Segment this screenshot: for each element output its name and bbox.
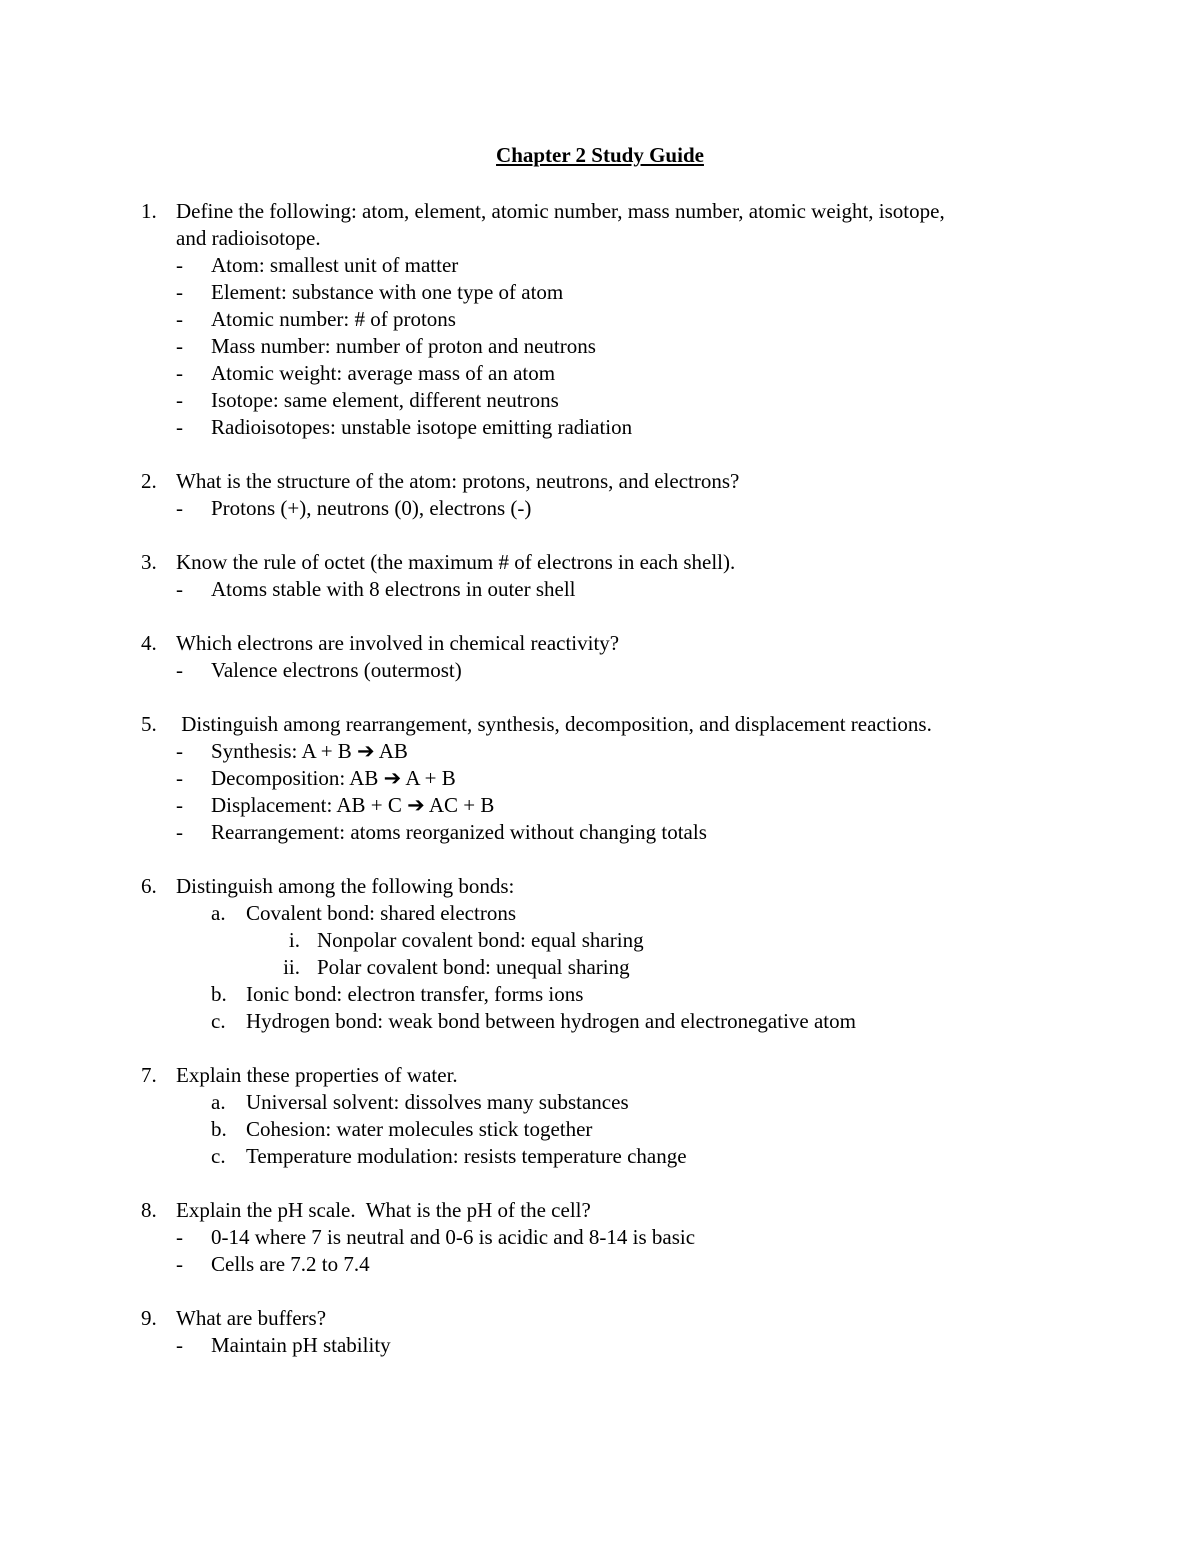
dash-icon: - [176, 496, 183, 520]
question-number: 3. [141, 550, 157, 574]
dash-icon: - [176, 334, 183, 358]
dash-icon: - [176, 388, 183, 412]
dash-icon: - [176, 739, 183, 763]
answer-item [0, 1089, 1200, 1116]
question-text: What is the structure of the atom: protons, neutrons, and electrons? [176, 469, 740, 493]
question-item [0, 198, 1200, 441]
answer-text: Synthesis: A + B ➔ AB [211, 739, 408, 763]
dash-icon: - [176, 253, 183, 277]
question-row-continued [0, 225, 1200, 252]
dash-icon: - [176, 658, 183, 682]
answer-text: Polar covalent bond: unequal sharing [317, 955, 630, 979]
question-number: 9. [141, 1306, 157, 1330]
dash-icon: - [176, 307, 183, 331]
answer-text: Ionic bond: electron transfer, forms ions [246, 982, 584, 1006]
answer-text: Atomic number: # of protons [211, 307, 456, 331]
answer-bullet [0, 1224, 1200, 1251]
answer-bullet [0, 765, 1200, 792]
question-row [0, 549, 1200, 576]
list-marker: b. [211, 982, 227, 1006]
answer-text: Universal solvent: dissolves many substances [246, 1090, 629, 1114]
answer-item [0, 1008, 1200, 1035]
question-text: Explain the pH scale. What is the pH of the cell? [176, 1198, 591, 1222]
answer-text: Cells are 7.2 to 7.4 [211, 1252, 370, 1276]
question-number: 5. [141, 712, 157, 736]
question-number: 2. [141, 469, 157, 493]
question-item [0, 1062, 1200, 1170]
list-marker: a. [211, 1090, 226, 1114]
answer-text: Displacement: AB + C ➔ AC + B [211, 793, 495, 817]
answer-text: Decomposition: AB ➔ A + B [211, 766, 456, 790]
question-row [0, 1197, 1200, 1224]
question-text: Distinguish among the following bonds: [176, 874, 515, 898]
answer-item [0, 1116, 1200, 1143]
answer-subitem [0, 927, 1200, 954]
answer-bullet [0, 1251, 1200, 1278]
dash-icon: - [176, 361, 183, 385]
question-text: What are buffers? [176, 1306, 327, 1330]
dash-icon: - [176, 415, 183, 439]
answer-item [0, 981, 1200, 1008]
dash-icon: - [176, 793, 183, 817]
question-text-continued: and radioisotope. [176, 226, 321, 250]
document-title: Chapter 2 Study Guide [496, 143, 704, 167]
answer-text: Atom: smallest unit of matter [211, 253, 459, 277]
question-item [0, 1197, 1200, 1278]
question-number: 6. [141, 874, 157, 898]
question-item [0, 549, 1200, 603]
question-text: Which electrons are involved in chemical reactivity? [176, 631, 620, 655]
dash-icon: - [176, 577, 183, 601]
question-number: 8. [141, 1198, 157, 1222]
question-number: 1. [141, 199, 157, 223]
question-row [0, 1062, 1200, 1089]
list-marker: a. [211, 901, 226, 925]
list-marker: i. [288, 928, 300, 952]
answer-bullet [0, 738, 1200, 765]
answer-bullet [0, 792, 1200, 819]
question-row [0, 1305, 1200, 1332]
answer-text: Temperature modulation: resists temperature change [246, 1144, 687, 1168]
question-number: 7. [141, 1063, 157, 1087]
question-item [0, 711, 1200, 846]
answer-bullet [0, 819, 1200, 846]
dash-icon: - [176, 1252, 183, 1276]
answer-text: Valence electrons (outermost) [211, 658, 462, 682]
question-text: Explain these properties of water. [176, 1063, 458, 1087]
answer-bullet [0, 1332, 1200, 1359]
list-marker: c. [211, 1009, 226, 1033]
dash-icon: - [176, 1333, 183, 1357]
answer-bullet [0, 495, 1200, 522]
question-text: Define the following: atom, element, atomic number, mass number, atomic weight, isotope, [176, 199, 945, 223]
dash-icon: - [176, 766, 183, 790]
answer-text: Element: substance with one type of atom [211, 280, 564, 304]
question-row [0, 468, 1200, 495]
answer-text: Cohesion: water molecules stick together [246, 1117, 593, 1141]
question-row [0, 873, 1200, 900]
question-row [0, 711, 1200, 738]
answer-text: Radioisotopes: unstable isotope emitting radiation [211, 415, 633, 439]
list-marker: ii. [283, 955, 300, 979]
list-marker: b. [211, 1117, 227, 1141]
answer-text: Maintain pH stability [211, 1333, 391, 1357]
question-text: Know the rule of octet (the maximum # of electrons in each shell). [176, 550, 736, 574]
answer-bullet [0, 333, 1200, 360]
answer-bullet [0, 576, 1200, 603]
dash-icon: - [176, 820, 183, 844]
answer-bullet [0, 657, 1200, 684]
question-text: Distinguish among rearrangement, synthesis, decomposition, and displacement reactions. [176, 712, 932, 736]
answer-item [0, 900, 1200, 927]
answer-text: Mass number: number of proton and neutrons [211, 334, 596, 358]
question-number: 4. [141, 631, 157, 655]
answer-bullet [0, 279, 1200, 306]
answer-subitem [0, 954, 1200, 981]
answer-bullet [0, 252, 1200, 279]
answer-text: Isotope: same element, different neutrons [211, 388, 559, 412]
question-item [0, 468, 1200, 522]
dash-icon: - [176, 1225, 183, 1249]
question-row [0, 630, 1200, 657]
question-item [0, 1305, 1200, 1359]
question-item [0, 630, 1200, 684]
answer-text: Atomic weight: average mass of an atom [211, 361, 556, 385]
answer-text: Atoms stable with 8 electrons in outer shell [211, 577, 576, 601]
answer-bullet [0, 414, 1200, 441]
question-list [0, 198, 1200, 1386]
answer-bullet [0, 387, 1200, 414]
answer-text: Rearrangement: atoms reorganized without changing totals [211, 820, 707, 844]
question-item [0, 873, 1200, 1035]
answer-text: Nonpolar covalent bond: equal sharing [317, 928, 644, 952]
answer-text: Protons (+), neutrons (0), electrons (-) [211, 496, 532, 520]
answer-text: Covalent bond: shared electrons [246, 901, 517, 925]
answer-text: Hydrogen bond: weak bond between hydrogen and electronegative atom [246, 1009, 856, 1033]
list-marker: c. [211, 1144, 226, 1168]
dash-icon: - [176, 280, 183, 304]
answer-text: 0-14 where 7 is neutral and 0-6 is acidic and 8-14 is basic [211, 1225, 696, 1249]
question-row [0, 198, 1200, 225]
answer-bullet [0, 306, 1200, 333]
answer-bullet [0, 360, 1200, 387]
answer-item [0, 1143, 1200, 1170]
